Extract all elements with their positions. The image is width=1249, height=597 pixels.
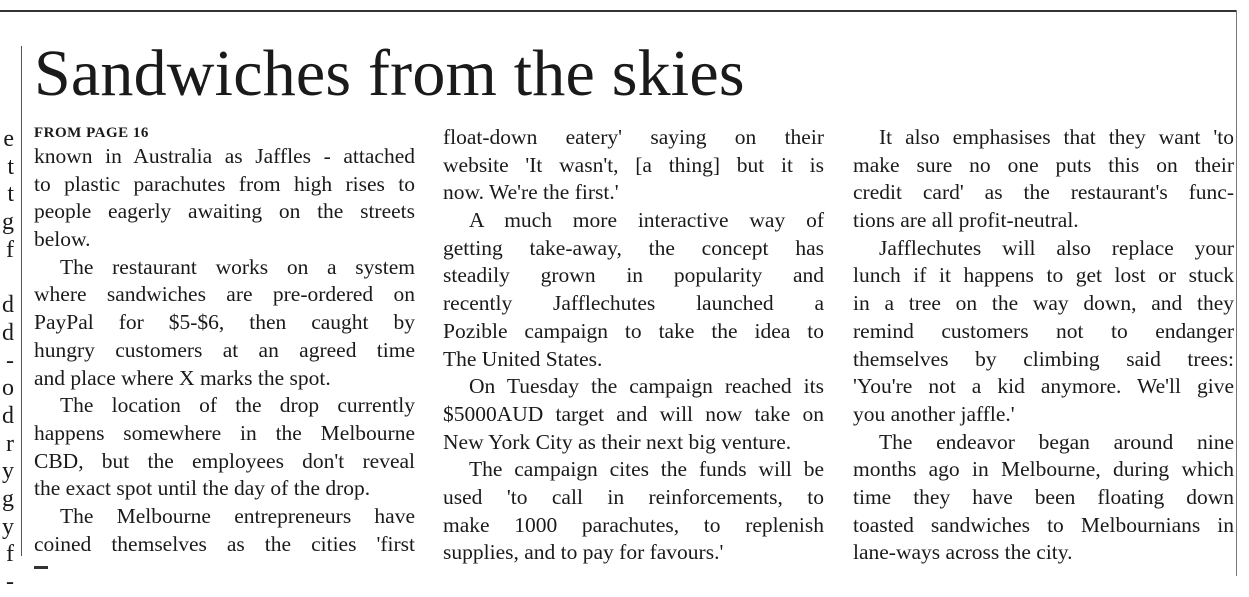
fragment-line: o bbox=[2, 375, 14, 402]
text-line: used 'to call in reinforcements, to bbox=[443, 484, 824, 509]
text-line: The Melbourne entrepreneurs have bbox=[60, 503, 415, 528]
fragment-line: d bbox=[2, 319, 14, 346]
fragment-line: t bbox=[7, 181, 14, 208]
text-line: themselves by climbing said trees: bbox=[853, 346, 1234, 371]
text-line: people eagerly awaiting on the streets bbox=[34, 199, 415, 224]
text-line: 'You're not a kid anymore. We'll give bbox=[853, 374, 1234, 399]
column-3-body bbox=[853, 124, 1234, 567]
text-line: where sandwiches are pre-ordered on bbox=[34, 282, 415, 307]
text-line: PayPal for $5-$6, then caught by bbox=[34, 310, 415, 335]
text-line: lunch if it happens to get lost or stuck bbox=[853, 263, 1234, 288]
fragment-line: - bbox=[6, 569, 14, 595]
text-line: and place where X marks the spot. bbox=[34, 365, 331, 390]
right-column-rule bbox=[1236, 10, 1237, 576]
kicker: FROM PAGE 16 bbox=[34, 125, 149, 141]
article-column-1 bbox=[34, 125, 415, 558]
text-line: months ago in Melbourne, during which bbox=[853, 457, 1234, 482]
article-column-2 bbox=[443, 124, 824, 567]
text-line: tions are all profit-neutral. bbox=[853, 208, 1079, 233]
text-line: The campaign cites the funds will be bbox=[469, 457, 824, 482]
top-rule bbox=[0, 10, 1237, 12]
previous-article-fragments bbox=[0, 126, 14, 597]
text-line: make 1000 parachutes, to replenish bbox=[443, 512, 824, 537]
text-line: Pozible campaign to take the idea to bbox=[443, 318, 824, 343]
text-line: $5000AUD target and will now take on bbox=[443, 401, 824, 426]
text-line: below. bbox=[34, 227, 91, 252]
text-line: steadily grown in popularity and bbox=[443, 263, 824, 288]
fragment-line: g bbox=[2, 485, 14, 512]
text-line: website 'It wasn't, [a thing] but it is bbox=[443, 152, 824, 177]
column-2-body bbox=[443, 124, 824, 567]
text-line: Jafflechutes will also replace your bbox=[879, 235, 1234, 260]
text-line: to plastic parachutes from high rises to bbox=[34, 171, 415, 196]
text-line: known in Australia as Jaffles - attached bbox=[34, 144, 415, 168]
text-line: On Tuesday the campaign reached its bbox=[469, 374, 824, 399]
fragment-line: y bbox=[2, 458, 14, 485]
fragment-line: - bbox=[6, 347, 14, 374]
fragment-line: d bbox=[2, 402, 14, 429]
text-line: now. We're the first.' bbox=[443, 180, 619, 205]
fragment-line: y bbox=[2, 513, 14, 540]
text-line: A much more interactive way of bbox=[469, 208, 824, 233]
text-line: toasted sandwiches to Melbournians in bbox=[853, 512, 1234, 537]
text-line: supplies, and to pay for favours.' bbox=[443, 540, 724, 565]
bottom-mark bbox=[34, 566, 48, 569]
fragment-line: t bbox=[7, 153, 14, 180]
text-line: The location of the drop currently bbox=[60, 393, 415, 418]
text-line: CBD, but the employees don't reveal bbox=[34, 448, 415, 473]
fragment-line: f bbox=[6, 236, 14, 263]
fragment-line: e bbox=[3, 126, 14, 152]
text-line: happens somewhere in the Melbourne bbox=[34, 420, 415, 445]
text-line: getting take-away, the concept has bbox=[443, 235, 824, 260]
text-line: The restaurant works on a system bbox=[60, 254, 415, 279]
text-line: in a tree on the way down, and they bbox=[853, 291, 1234, 316]
text-line: hungry customers at an agreed time bbox=[34, 337, 415, 362]
fragment-line: f bbox=[6, 541, 14, 568]
fragment-line: r bbox=[6, 430, 14, 457]
text-line: The endeavor began around nine bbox=[879, 429, 1234, 454]
text-line: coined themselves as the cities 'first bbox=[34, 531, 415, 556]
fragment-line bbox=[0, 264, 14, 292]
fragment-line: d bbox=[2, 292, 14, 319]
text-line: recently Jafflechutes launched a bbox=[443, 291, 824, 316]
text-line: the exact spot until the day of the drop. bbox=[34, 476, 371, 501]
fragment-line: g bbox=[2, 209, 14, 236]
headline: Sandwiches from the skies bbox=[34, 37, 745, 110]
text-line: New York City as their next big venture. bbox=[443, 429, 792, 454]
text-line: credit card' as the restaurant's func- bbox=[853, 180, 1234, 205]
text-line: you another jaffle.' bbox=[853, 401, 1015, 426]
text-line: lane-ways across the city. bbox=[853, 540, 1073, 565]
text-line: remind customers not to endanger bbox=[853, 318, 1234, 343]
column-1-body bbox=[34, 143, 415, 558]
left-column-rule bbox=[21, 46, 22, 556]
text-line: time they have been floating down bbox=[853, 484, 1234, 509]
text-line: It also emphasises that they want 'to bbox=[879, 125, 1234, 149]
text-line: make sure no one puts this on their bbox=[853, 152, 1234, 177]
text-line: float-down eatery' saying on their bbox=[443, 125, 824, 149]
text-line: The United States. bbox=[443, 346, 603, 371]
article-column-3 bbox=[853, 124, 1234, 567]
